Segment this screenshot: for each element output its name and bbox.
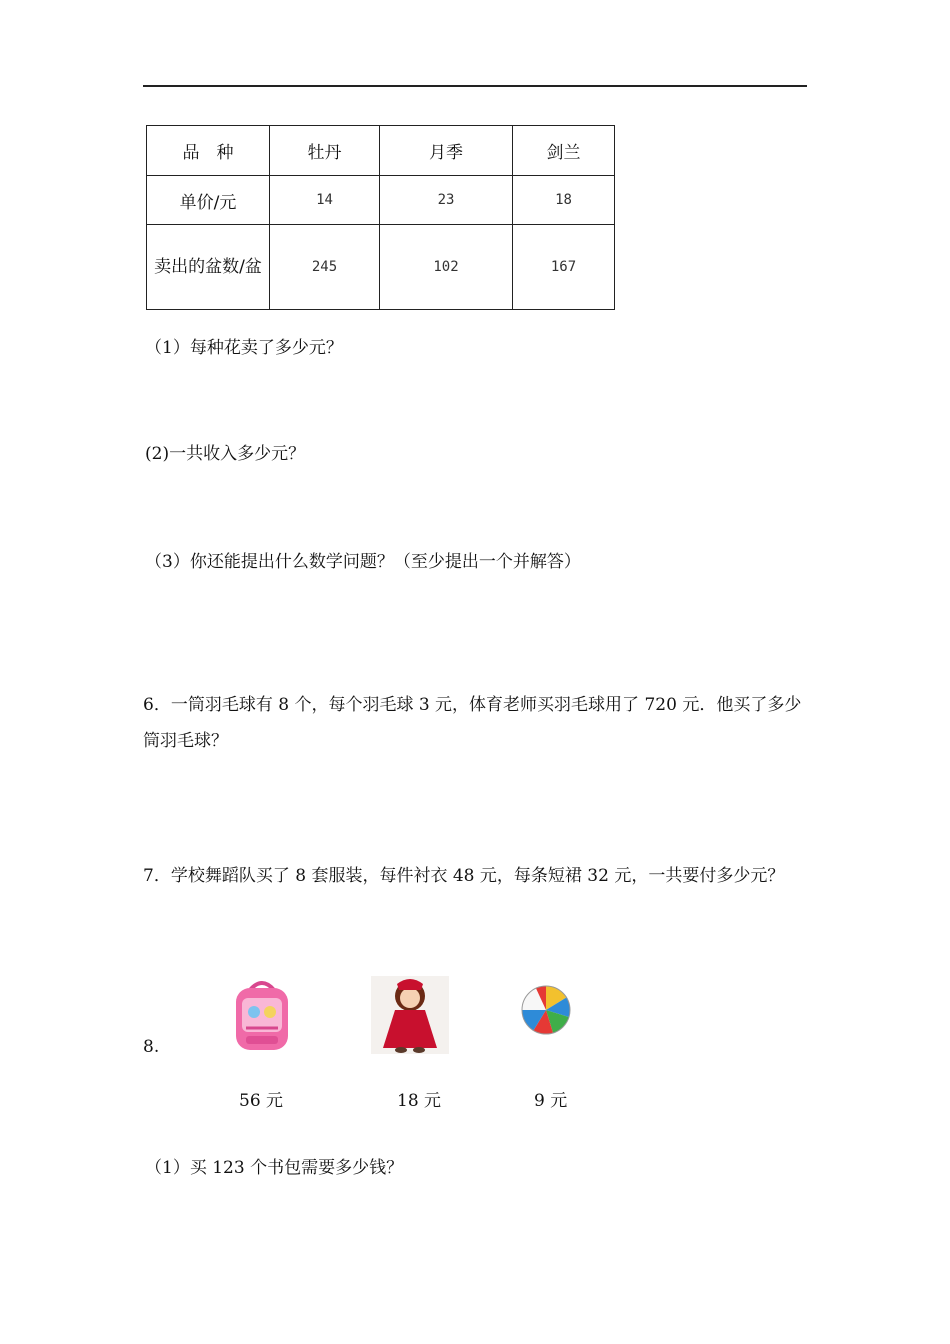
row-label-sold: 卖出的盆数/盆 xyxy=(147,225,270,310)
ball-price: 9 元 xyxy=(534,1091,568,1111)
header-variety: 品 种 xyxy=(147,126,270,176)
row-label-price: 单价/元 xyxy=(147,176,270,225)
header-peony: 牡丹 xyxy=(270,126,380,176)
question-5-1: （1）每种花卖了多少元？ xyxy=(145,338,343,358)
question-8-1: （1）买 123 个书包需要多少钱？ xyxy=(145,1158,404,1178)
problem-8-number: 8. xyxy=(143,1037,160,1057)
question-5-2: (2)一共收入多少元？ xyxy=(145,444,306,464)
ball-icon xyxy=(520,984,572,1036)
table-cell: 102 xyxy=(380,225,513,310)
doll-price: 18 元 xyxy=(397,1091,442,1111)
table-cell: 167 xyxy=(513,225,615,310)
table-cell: 18 xyxy=(513,176,615,225)
backpack-price: 56 元 xyxy=(239,1091,284,1111)
header-gladiolus: 剑兰 xyxy=(513,126,615,176)
flower-sales-table xyxy=(146,125,615,310)
problem-7: 7．学校舞蹈队买了 8 套服装，每件衬衣 48 元，每条短裙 32 元，一共要付多少元？ xyxy=(143,866,785,886)
header-rose: 月季 xyxy=(380,126,513,176)
question-5-3: （3）你还能提出什么数学问题？（至少提出一个并解答） xyxy=(145,552,581,572)
backpack-icon xyxy=(228,978,296,1054)
table-cell: 245 xyxy=(270,225,380,310)
doll-icon xyxy=(371,976,449,1054)
header-rule xyxy=(143,85,807,87)
problem-6: 6．一筒羽毛球有 8 个，每个羽毛球 3 元，体育老师买羽毛球用了 720 元．他买了多少筒羽毛球？ xyxy=(143,695,802,751)
table-cell: 23 xyxy=(380,176,513,225)
table-cell: 14 xyxy=(270,176,380,225)
